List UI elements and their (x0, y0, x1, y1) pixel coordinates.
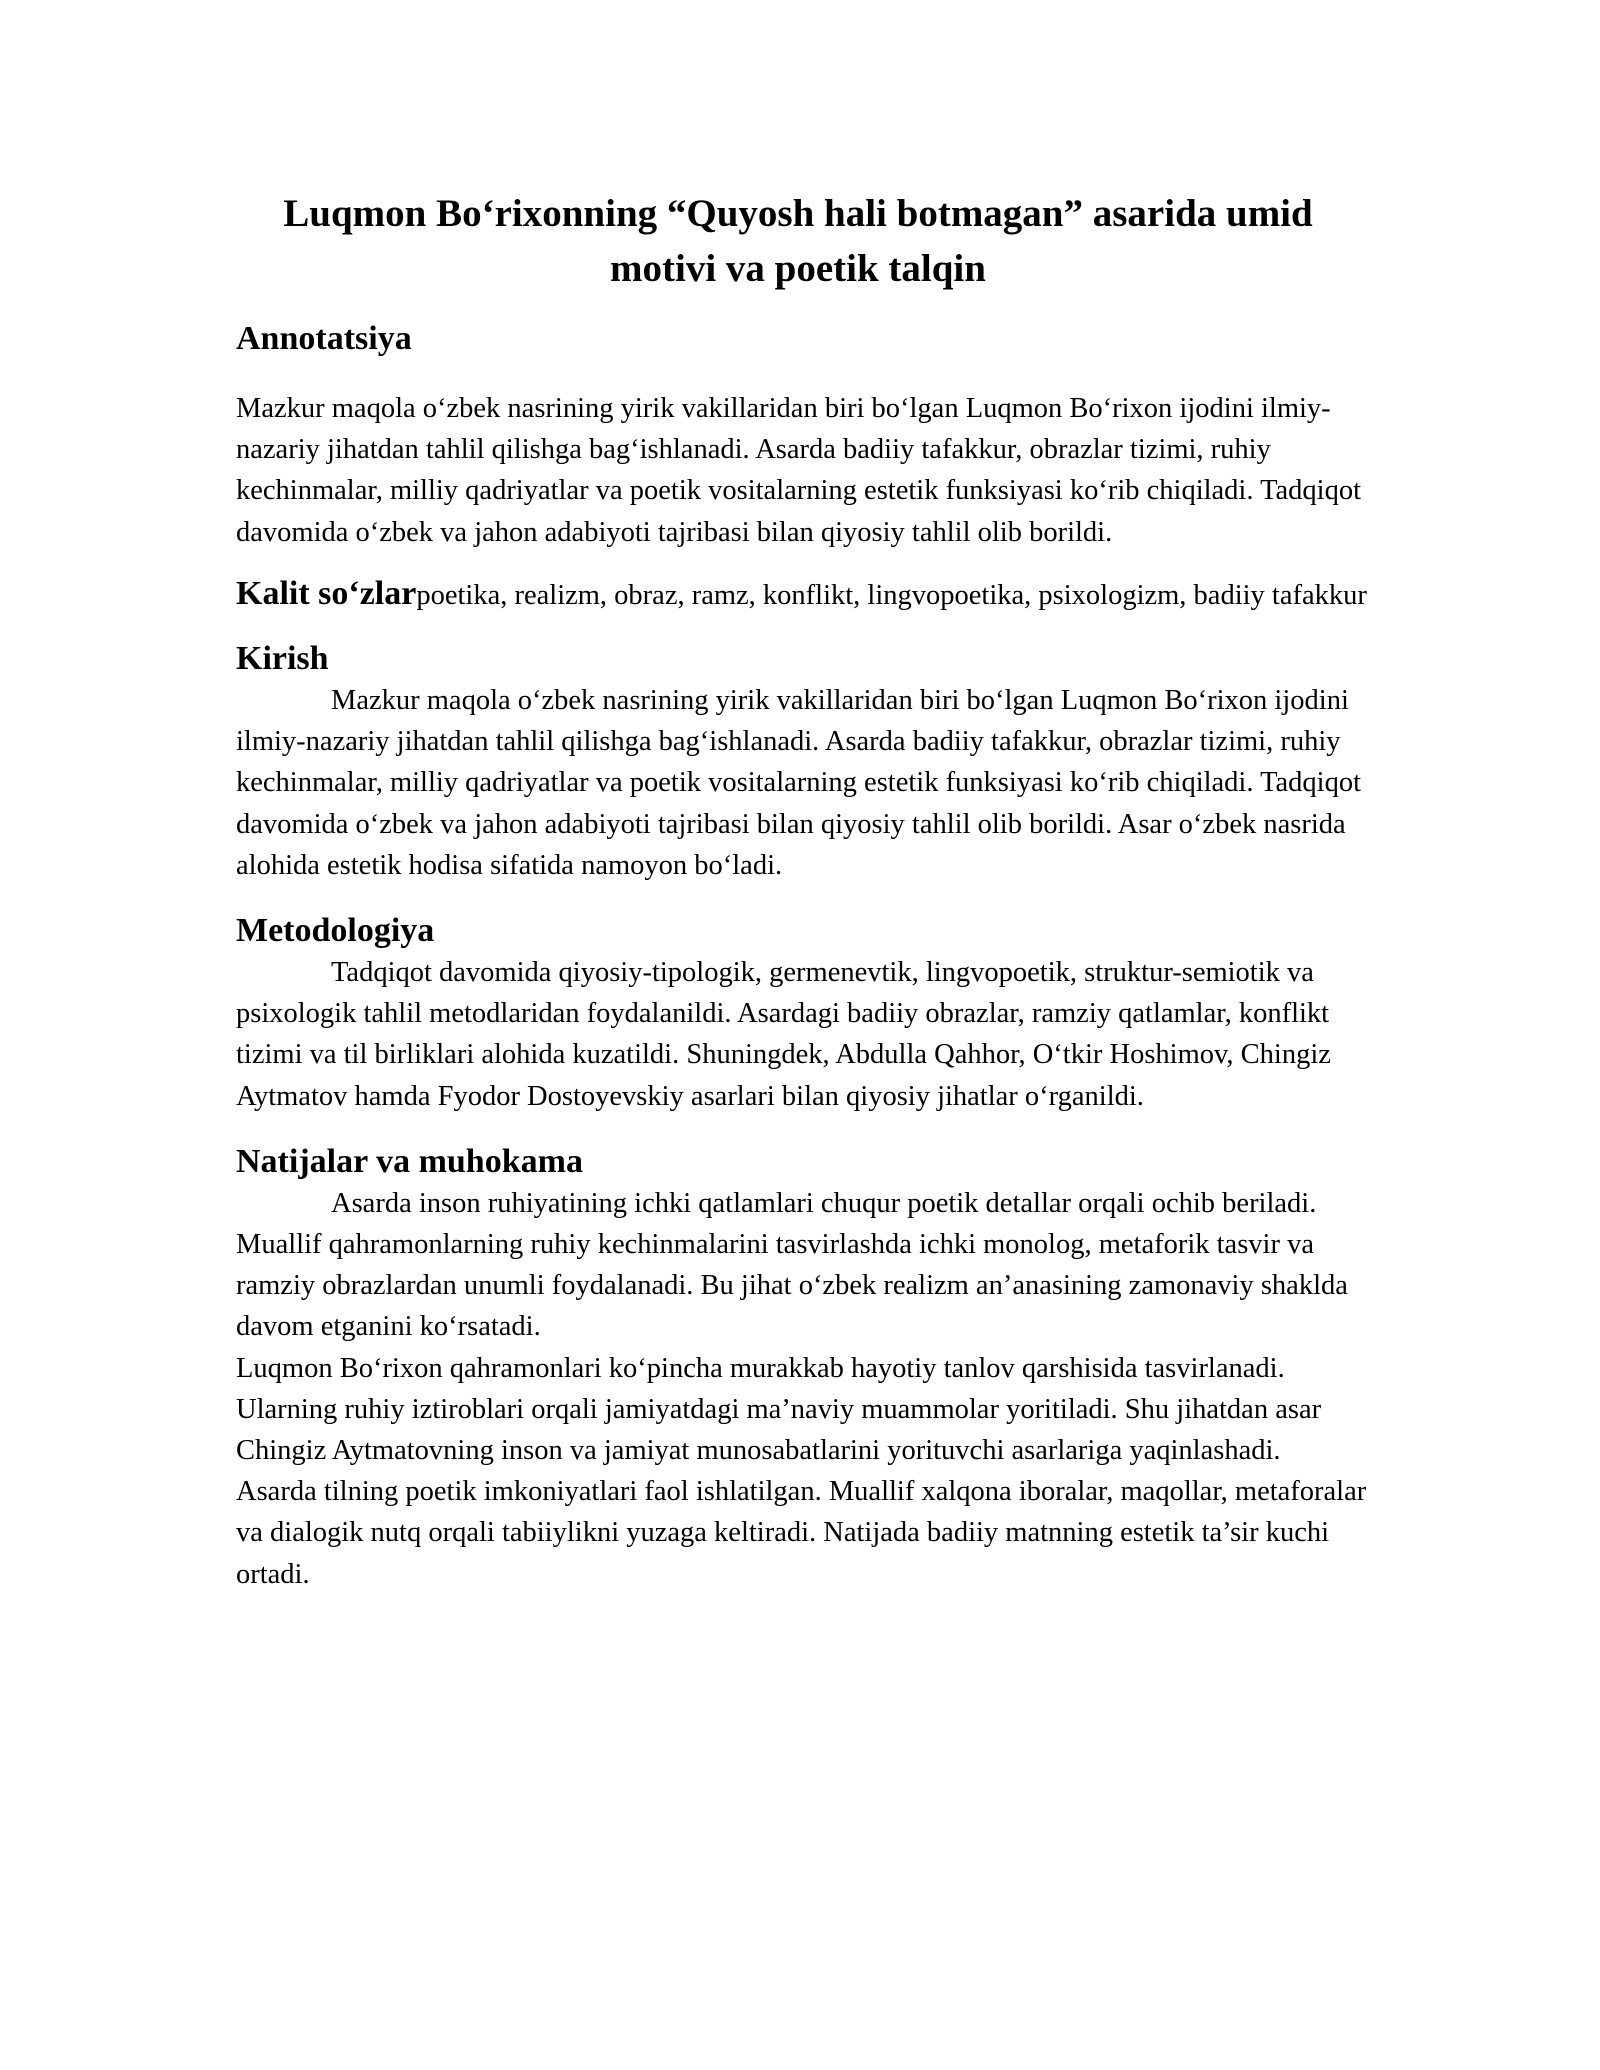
methodology-heading: Metodologiya (236, 912, 435, 950)
introduction-text: Mazkur maqola o‘zbek nasrining yirik vakillaridan biri bo‘lgan Luqmon Bo‘rixon ijodini ilmiy-nazariy jihatdan tahlil qilishga bag‘ishlanadi. Asarda badiiy tafakkur, obrazlar tizimi, ruhiy kechinmalar, milliy qadriyatlar va poetik vositalarning estetik funksiyasi ko‘rib chiqiladi. Tadqiqot davomida o‘zbek va jahon adabiyoti tajribasi bilan qiyosiy tahlil olib borildi. Asar o‘zbek nasrida alohida estetik hodisa sifatida namoyon bo‘ladi. (236, 685, 1361, 881)
results-paragraph-1: Asarda inson ruhiyatining ichki qatlamlari chuqur poetik detallar orqali ochib beriladi. Muallif qahramonlarning ruhiy kechinmalarini tasvirlashda ichki monolog, metaforik tasvir va ramziy obrazlardan unumli foydalanadi. Bu jihat o‘zbek realizm an’anasining zamonaviy shaklda davom etganini ko‘rsatadi. (236, 1187, 1348, 1343)
annotation-text: Mazkur maqola o‘zbek nasrining yirik vakillaridan biri bo‘lgan Luqmon Bo‘rixon ijodini ilmiy-nazariy jihatdan tahlil qilishga bag‘ishlanadi. Asarda badiiy tafakkur, obrazlar tizimi, ruhiy kechinmalar, milliy qadriyatlar va poetik vositalarning estetik funksiyasi ko‘rib chiqiladi. Tadqiqot davomida o‘zbek va jahon adabiyoti tajribasi bilan qiyosiy tahlil olib borildi. (236, 393, 1361, 548)
results-paragraph-3: Asarda tilning poetik imkoniyatlari faol ishlatilgan. Muallif xalqona iboralar, maqollar, metaforalar va dialogik nutq orqali tabiiylikni yuzaga keltiradi. Natijada badiiy matnning estetik ta’sir kuchi ortadi. (236, 1476, 1367, 1590)
results-paragraph-2: Luqmon Bo‘rixon qahramonlari ko‘pincha murakkab hayotiy tanlov qarshisida tasvirlanadi. Ularning ruhiy iztiroblari orqali jamiyatdagi ma’naviy muammolar yoritiladi. Shu jihatdan asar Chingiz Aytmatovning inson va jamiyat munosabatlarini yorituvchi asarlariga yaqinlashadi. (236, 1352, 1322, 1467)
document-page (236, 186, 1370, 1595)
keywords-paragraph (236, 573, 1370, 616)
keywords-label: Kalit so‘zlar (236, 574, 417, 612)
document-title: Luqmon Bo‘rixonning “Quyosh hali botmagan” asarida umid motivi va poetik talqin (283, 192, 1313, 290)
introduction-heading: Kirish (236, 640, 329, 678)
methodology-text: Tadqiqot davomida qiyosiy-tipologik, germenevtik, lingvopoetik, struktur-semiotik va psixologik tahlil metodlaridan foydalanildi. Asardagi badiiy obrazlar, ramziy qatlamlar, konflikt tizimi va til birliklari alohida kuzatildi. Shuningdek, Abdulla Qahhor, O‘tkir Hoshimov, Chingiz Aytmatov hamda Fyodor Dostoyevskiy asarlari bilan qiyosiy jihatlar o‘rganildi. (236, 957, 1331, 1112)
annotation-heading: Annotatsiya (236, 320, 412, 357)
results-heading: Natijalar va muhokama (236, 1142, 583, 1180)
keywords-text: poetika, realizm, obraz, ramz, konflikt, lingvopoetika, psixologizm, badiiy tafakkur (416, 579, 1367, 611)
